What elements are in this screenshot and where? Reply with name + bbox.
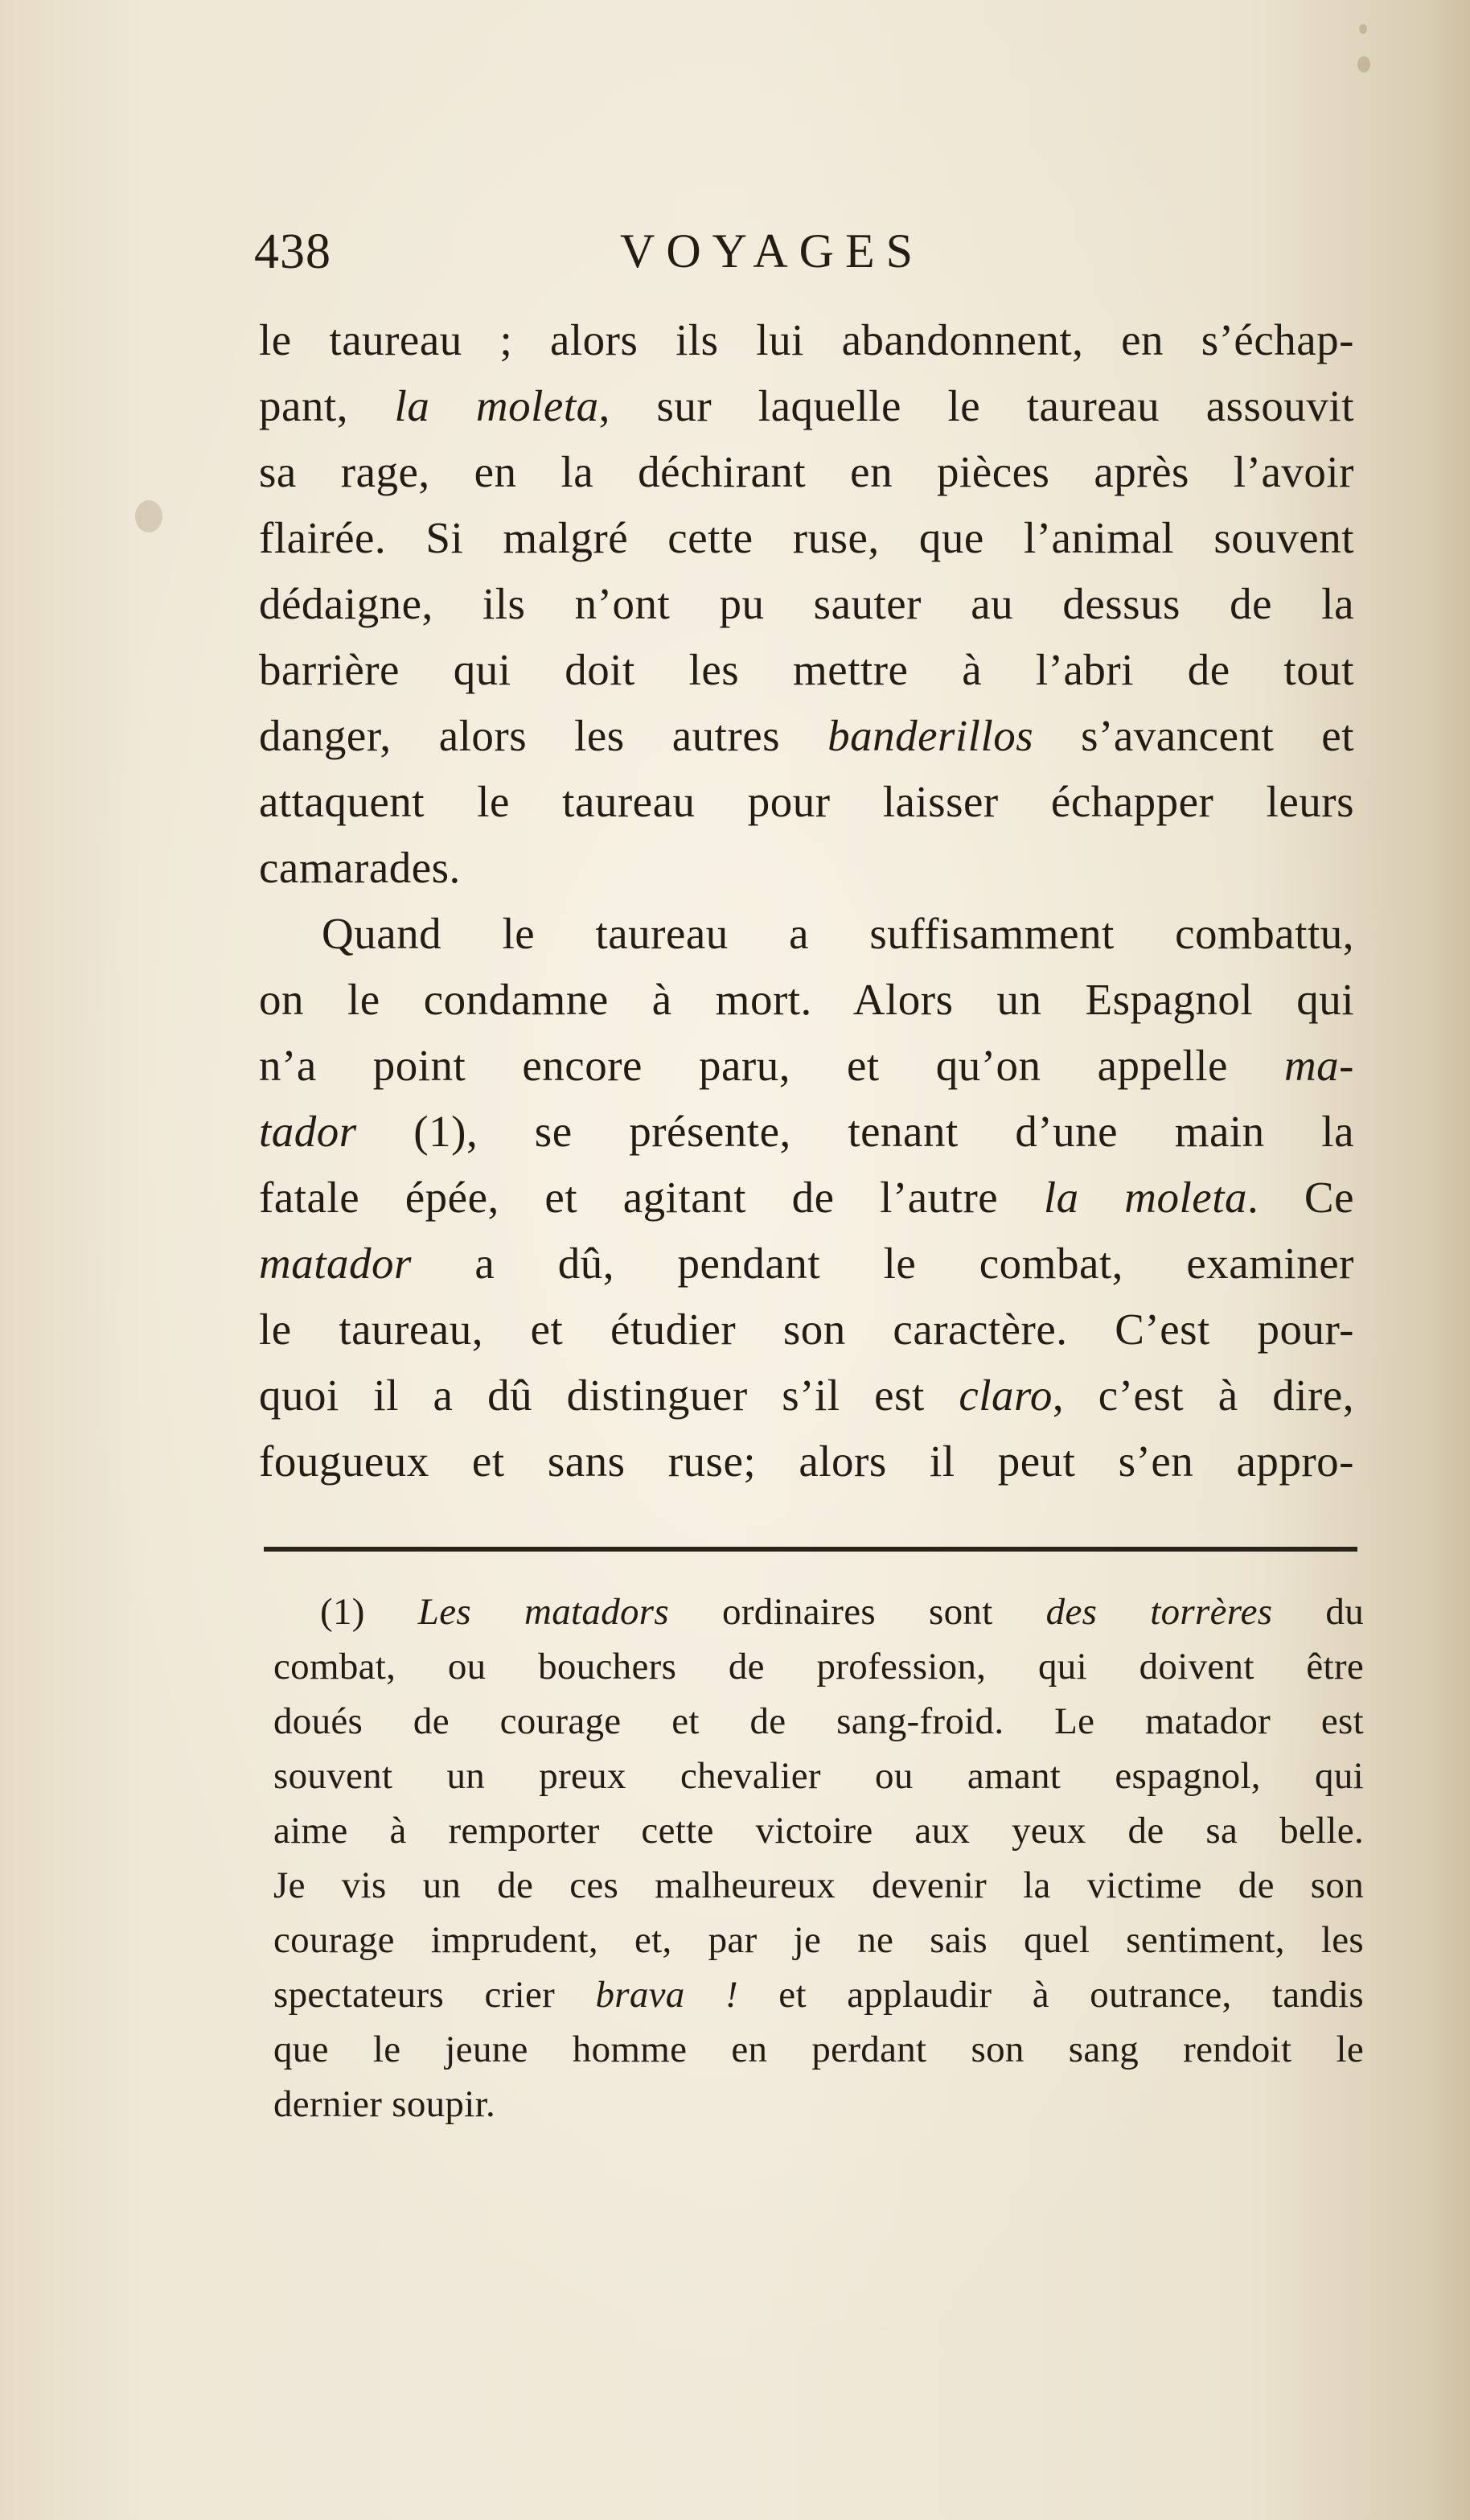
text-line: fougueux et sans ruse; alors il peut s’en appro- xyxy=(259,1437,1354,1486)
running-title: VOYAGES xyxy=(620,224,925,277)
footnote-line: doués de courage et de sang-froid. Le matador est xyxy=(273,1700,1364,1742)
footnote-line: courage imprudent, et, par je ne sais quel sentiment, les xyxy=(273,1919,1364,1961)
text-line: barrière qui doit les mettre à l’abri de tout xyxy=(259,645,1354,694)
paper-stain xyxy=(135,500,162,532)
footnote-line: combat, ou bouchers de profession, qui doivent être xyxy=(273,1646,1364,1688)
text-line: tador (1), se présente, tenant d’une main la xyxy=(259,1107,1354,1156)
text-line: pant, la moleta, sur laquelle le taureau assouvit xyxy=(259,381,1354,430)
text-line: flairée. Si malgré cette ruse, que l’animal souvent xyxy=(259,513,1354,562)
page-number: 438 xyxy=(254,224,331,279)
text-line: n’a point encore paru, et qu’on appelle ma- xyxy=(259,1041,1354,1090)
text-line: fatale épée, et agitant de l’autre la moleta. Ce xyxy=(259,1173,1354,1222)
text-line: le taureau, et étudier son caractère. C’est pour- xyxy=(259,1305,1354,1354)
text-line: dédaigne, ils n’ont pu sauter au dessus de la xyxy=(259,579,1354,628)
text-line: matador a dû, pendant le combat, examiner xyxy=(259,1239,1354,1288)
text-line: quoi il a dû distinguer s’il est claro, c’est à dire, xyxy=(259,1371,1354,1420)
text-line: Quand le taureau a suffisamment combattu, xyxy=(322,909,1354,958)
footnote-line: spectateurs crier brava ! et applaudir à outrance, tandis xyxy=(273,1974,1364,2016)
footnote-line: que le jeune homme en perdant son sang rendoit le xyxy=(273,2029,1364,2070)
text-line: le taureau ; alors ils lui abandonnent, en s’échap- xyxy=(259,315,1354,364)
text-line: danger, alors les autres banderillos s’avancent et xyxy=(259,711,1354,760)
footnote-line: souvent un preux chevalier ou amant espagnol, qui xyxy=(273,1755,1364,1797)
paper-stain xyxy=(1357,56,1370,72)
text-line: camarades. xyxy=(259,843,461,892)
footnote-line: aime à remporter cette victoire aux yeux de sa belle. xyxy=(273,1810,1364,1852)
text-line: on le condamne à mort. Alors un Espagnol qui xyxy=(259,975,1354,1024)
footnote-rule xyxy=(264,1547,1357,1552)
text-line: attaquent le taureau pour laisser échapper leurs xyxy=(259,777,1354,826)
footnote xyxy=(273,1585,1364,2132)
running-head xyxy=(254,224,1364,288)
footnote-line: (1) Les matadors ordinaires sont des torrères du xyxy=(320,1591,1364,1633)
text-line: sa rage, en la déchirant en pièces après l’avoir xyxy=(259,447,1354,496)
footnote-line: dernier soupir. xyxy=(273,2083,495,2125)
footnote-line: Je vis un de ces malheureux devenir la victime de son xyxy=(273,1864,1364,1906)
body-text xyxy=(259,307,1354,1494)
paper-stain xyxy=(1359,24,1367,34)
